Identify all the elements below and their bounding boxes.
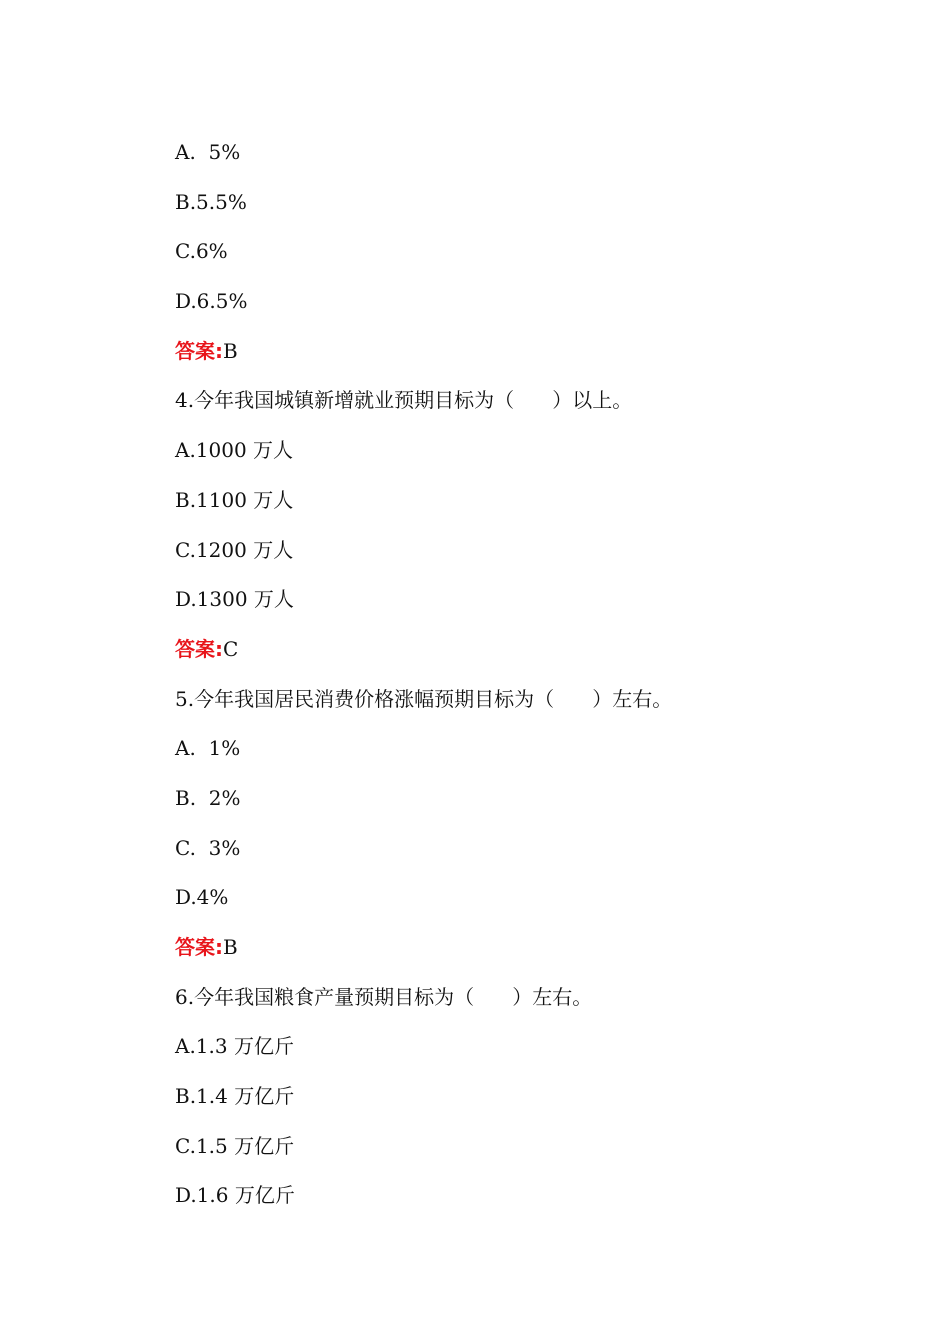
answer-line (175, 932, 875, 982)
option-a: A. 1% (175, 736, 241, 761)
option-b: B. 2% (175, 785, 241, 810)
option-c: C.1.5 万亿斤 (175, 1133, 295, 1158)
option-b: B.5.5% (175, 189, 247, 214)
answer-label: 答案: (175, 935, 223, 959)
option-d: D.1.6 万亿斤 (175, 1183, 295, 1208)
option-a: A.1.3 万亿斤 (175, 1034, 294, 1059)
option-b: B.1100 万人 (175, 487, 294, 512)
answer-label: 答案: (175, 636, 223, 661)
option-d: D.4% (175, 885, 229, 910)
option-c: C.1200 万人 (175, 537, 294, 562)
answer-line (175, 336, 875, 386)
answer-value: B (223, 935, 238, 959)
option-b: B.1.4 万亿斤 (175, 1084, 295, 1109)
option-a: A. 5% (175, 140, 241, 164)
question-stem: 5.今年我国居民消费价格涨幅预期目标为（ ）左右。 (175, 686, 673, 711)
option-c: C.6% (175, 239, 228, 264)
answer-value: C (223, 636, 239, 661)
question-stem: 6.今年我国粮食产量预期目标为（ ）左右。 (175, 984, 593, 1009)
quiz-content (175, 137, 875, 1230)
answer-label: 答案: (175, 338, 223, 363)
answer-line (175, 634, 875, 684)
option-a: A.1000 万人 (175, 438, 294, 463)
option-c: C. 3% (175, 835, 241, 860)
option-d: D.1300 万人 (175, 587, 294, 612)
option-d: D.6.5% (175, 289, 248, 314)
answer-value: B (223, 338, 238, 363)
question-stem: 4.今年我国城镇新增就业预期目标为（ ）以上。 (175, 388, 633, 413)
